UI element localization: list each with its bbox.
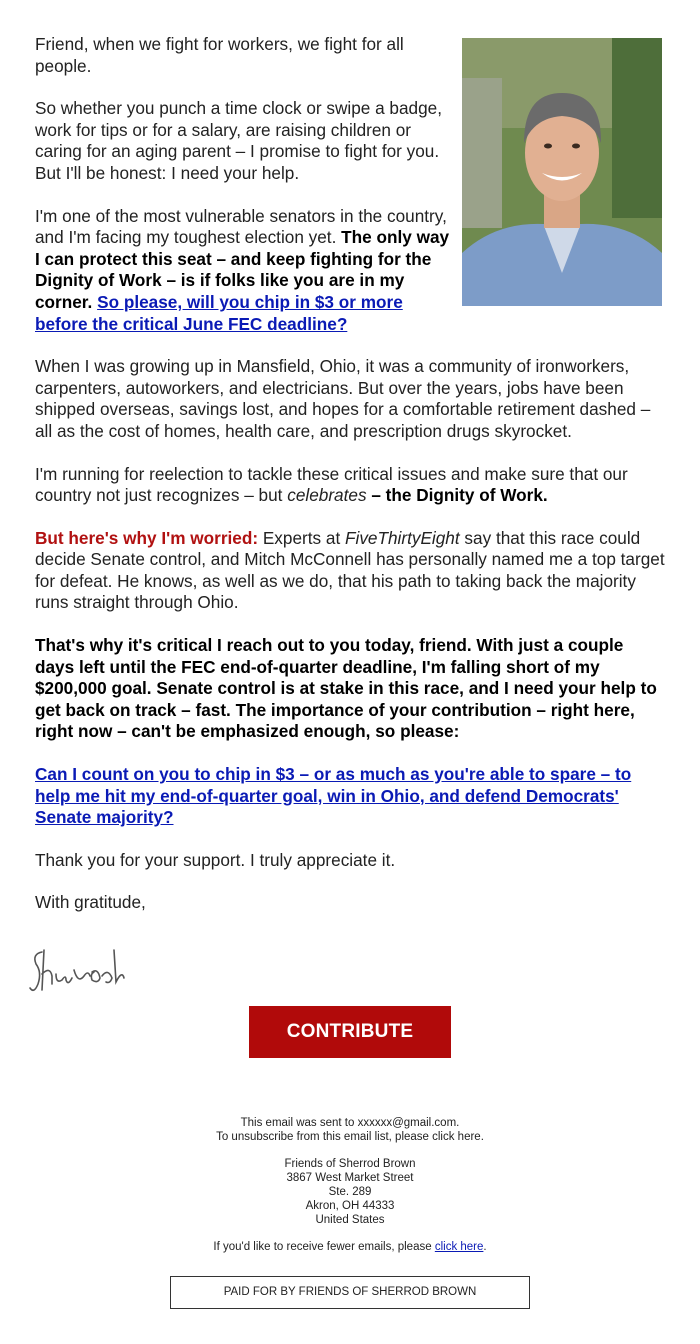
signature-image	[28, 940, 138, 1000]
paragraph-intro: Friend, when we fight for workers, we fight for all people.	[35, 34, 404, 76]
email-footer	[0, 1116, 700, 1267]
dignity-bold: – the Dignity of Work.	[371, 485, 548, 506]
cta-container	[249, 1006, 451, 1058]
reelection-text: I'm running for reelection to tackle these critical issues and make sure that our country not just recognizes – but	[35, 463, 628, 506]
paragraph-ask	[35, 764, 665, 829]
paragraph-critical	[35, 635, 665, 743]
email-content	[35, 34, 665, 935]
unsubscribe-text[interactable]: To unsubscribe from this email list, please click here.	[216, 1131, 484, 1143]
footer-sent-info	[0, 1116, 700, 1144]
celebrates-italic: celebrates	[287, 485, 367, 506]
footer-fewer-emails	[0, 1240, 700, 1254]
sent-to-text: This email was sent to xxxxxx@gmail.com.	[240, 1117, 460, 1129]
closing-text: With gratitude,	[35, 892, 146, 913]
address-street: 3867 West Market Street	[286, 1172, 414, 1184]
fewer-emails-link[interactable]: click here	[434, 1241, 484, 1253]
paragraph-mansfield: When I was growing up in Mansfield, Ohio, it was a community of ironworkers, carpenters, autoworkers, and electricians. But over the years, jobs have been shipped overseas, savings lost, and hopes for a comfortable retirement dashed – all as the cost of homes, health care, and prescription drugs skyrocket.	[35, 356, 651, 441]
address-city: Akron, OH 44333	[305, 1200, 395, 1212]
paragraph-reelection	[35, 464, 665, 507]
worried-text: say that this race could decide Senate control, and Mitch McConnell has personally named me a top target for defeat. He knows, as well as we do, that his path to taking back the majority runs straight through Ohio.	[35, 527, 665, 613]
chip-in-link[interactable]: So please, will you chip in $3 or more before the critical June FEC deadline?	[35, 291, 403, 334]
vulnerable-text: I'm one of the most vulnerable senators in the country, and I'm facing my toughest election yet.	[35, 205, 447, 248]
address-country: United States	[315, 1214, 385, 1226]
senator-photo	[462, 38, 662, 306]
count-on-you-link[interactable]: Can I count on you to chip in $3 – or as much as you're able to spare – to help me hit my end-of-quarter goal, win in Ohio, and defend Democrats' Senate majority?	[35, 764, 632, 828]
critical-bold-text: That's why it's critical I reach out to you today, friend. With just a couple days left until the FEC end-of-quarter deadline, I'm falling short of my $200,000 goal. Senate control is at stake in this race, and I need your help to get back on track – fast. The importance of your contribution – right here, right now – can't be emphasized enough, so please:	[35, 635, 657, 742]
experts-text: Experts at	[262, 527, 341, 548]
address-suite: Ste. 289	[328, 1186, 372, 1198]
paragraph-promise: So whether you punch a time clock or swipe a badge, work for tips or for a salary, are raising children or caring for an aging parent – I promise to fight for you. But I'll be honest: I need your help.	[35, 98, 443, 183]
fivethirtyeight-italic: FiveThirtyEight	[345, 527, 460, 548]
contribute-button[interactable]: CONTRIBUTE	[249, 1006, 451, 1058]
footer-address	[0, 1157, 700, 1227]
paragraph-thanks: Thank you for your support. I truly appreciate it.	[35, 849, 396, 870]
vulnerable-bold-text: The only way I can protect this seat – and keep fighting for the Dignity of Work – is if folks like you are in my corner.	[35, 227, 450, 312]
worried-heading: But here's why I'm worried:	[35, 527, 259, 548]
fewer-emails-period: .	[483, 1241, 487, 1253]
fewer-emails-text: If you'd like to receive fewer emails, please	[213, 1241, 432, 1253]
paid-for-disclaimer: PAID FOR BY FRIENDS OF SHERROD BROWN	[170, 1276, 530, 1309]
paragraph-worried	[35, 528, 665, 614]
org-name: Friends of Sherrod Brown	[284, 1158, 416, 1170]
